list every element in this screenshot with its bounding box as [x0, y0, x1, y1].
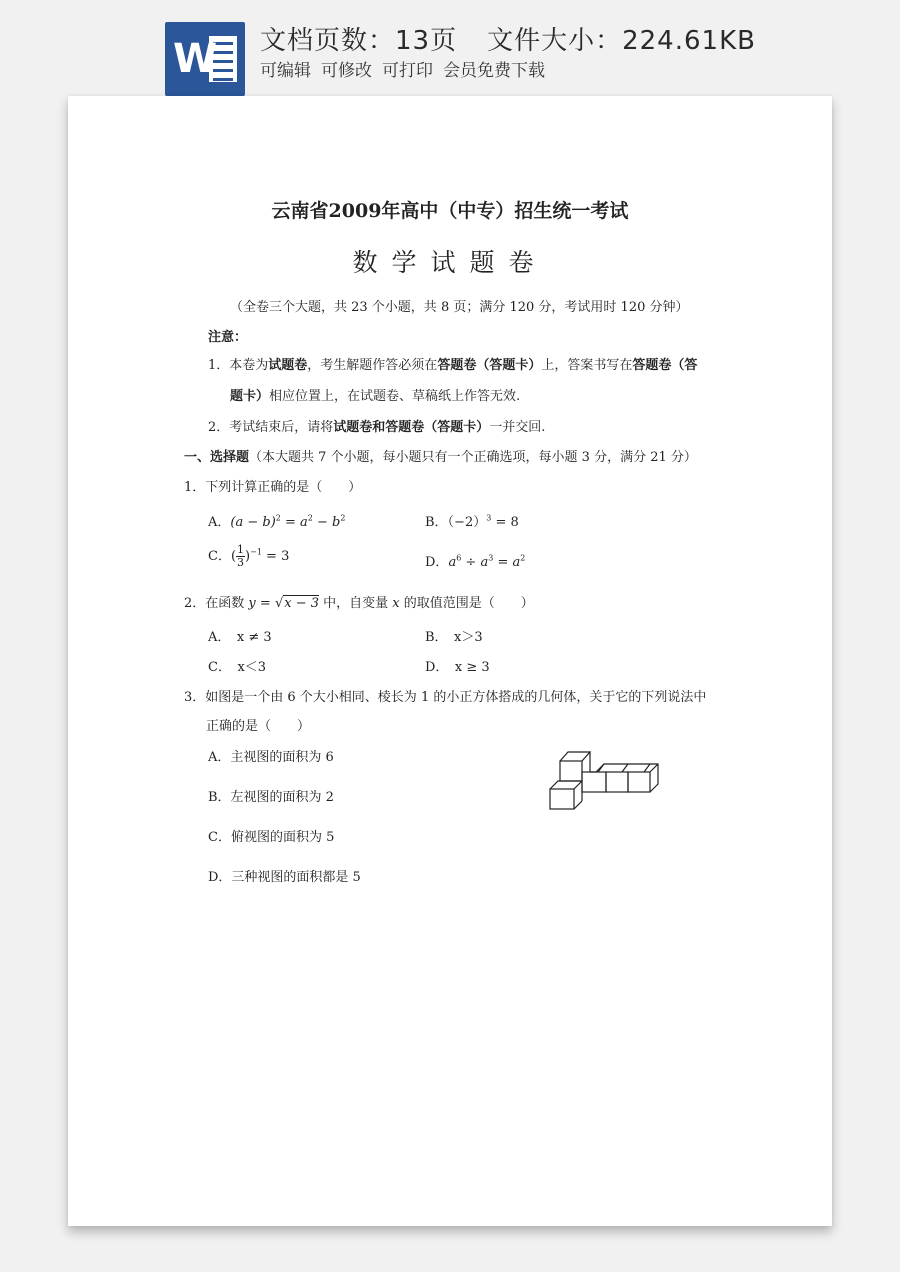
page-count: 文档页数：13页: [260, 26, 458, 56]
file-info: [260, 20, 756, 57]
q2-option-a: A． x ≠ 3: [208, 630, 272, 645]
exponent: 2: [275, 513, 281, 523]
exponent: 2: [307, 513, 313, 523]
note-1-part: 上，答案书写在: [541, 358, 633, 373]
feature-list: [260, 56, 545, 81]
numerator: 1: [237, 543, 245, 556]
cube-face: [606, 772, 628, 792]
notice-label: 注意：: [208, 330, 248, 345]
q3-stem-line1: 3．如图是一个由 6 个大小相同、棱长为 1 的小正方体搭成的几何体，关于它的下列说法中: [184, 690, 707, 705]
note-2-part: 一并交回.: [489, 420, 546, 435]
note-1-bold: 试题卷: [268, 358, 308, 373]
cube-edge: [574, 801, 582, 809]
feature-printable: 可打印: [382, 61, 433, 81]
note-2: [208, 416, 545, 435]
download-banner: [0, 0, 900, 96]
exponent: −1: [250, 547, 262, 557]
cube-edge: [574, 781, 582, 789]
q1-option-c: C．( $\frac{1}{3}$ )$^{-1}$ = 3: [208, 543, 290, 569]
q3-option-c: C．俯视图的面积为 5: [208, 830, 335, 845]
cube-edge: [622, 764, 628, 772]
q2-stem-part: 的取值范围是（ ）: [399, 596, 534, 611]
note-2-part: 2．考试结束后，请将: [208, 420, 334, 435]
expr: = a: [280, 515, 308, 530]
option-letter: D．: [425, 555, 449, 570]
cube-face: [582, 772, 606, 792]
q2-eq: =: [255, 596, 275, 611]
note-1-part: ，考生解题作答必须在: [307, 358, 438, 373]
q2-stem-part: 2．在函数: [184, 596, 249, 611]
sqrt-expr: x − 3: [284, 596, 319, 611]
expr: B．（−2）: [425, 515, 487, 530]
q3-option-a: A．主视图的面积为 6: [208, 750, 334, 765]
note-1-bold: 答题卷（答: [632, 358, 698, 373]
var-x: x: [392, 596, 400, 611]
option-letter: A．: [208, 515, 231, 530]
q2-option-d: D． x ≥ 3: [425, 660, 490, 675]
note-2-bold: 试题卷和答题卷（答题卡）: [333, 420, 490, 435]
note-1-part: 相应位置上，在试题卷、草稿纸上作答无效.: [269, 389, 521, 404]
q3-option-b: B．左视图的面积为 2: [208, 790, 334, 805]
note-1-part: 1．本卷为: [208, 358, 269, 373]
var-y: y: [248, 596, 256, 611]
exponent: 6: [456, 553, 462, 563]
word-logo-letter: W: [173, 36, 218, 82]
section-1-heading: [184, 446, 697, 465]
exponent: 2: [520, 553, 526, 563]
word-document-icon: [165, 22, 245, 96]
exam-subtitle: 数学试题卷: [352, 248, 548, 277]
fraction: [236, 544, 245, 569]
expr: ÷ a: [461, 555, 489, 570]
note-1-bold: 答题卷（答题卡）: [437, 358, 542, 373]
q2-stem: 2．在函数 y = √x − 3 中，自变量 x 的取值范围是（ ）: [184, 596, 534, 611]
q2-option-c: C． x＜3: [208, 660, 267, 675]
expr: (a − b): [230, 515, 276, 530]
expr: − b: [312, 515, 341, 530]
expr: = 3: [261, 549, 290, 564]
cube-face: [560, 761, 582, 781]
exam-title: 云南省2009年高中（中专）招生统一考试: [271, 200, 629, 222]
note-1: [208, 354, 697, 373]
exam-meta: （全卷三个大题，共 23 个小题，共 8 页；满分 120 分，考试用时 120 分钟）: [230, 300, 689, 315]
document-page: [68, 96, 832, 1226]
exponent: 2: [340, 513, 346, 523]
expr: = a: [493, 555, 521, 570]
section-1-label: 一、选择题: [184, 450, 250, 465]
cube-top-edge: [560, 752, 590, 761]
cube-edge: [598, 764, 604, 772]
note-1-bold: 题卡）: [230, 389, 270, 404]
cube-edge: [644, 764, 650, 772]
q1-option-b: [425, 511, 519, 530]
q1-option-a: [208, 511, 345, 530]
expr: a: [448, 555, 457, 570]
section-1-desc: （本大题共 7 个小题，每小题只有一个正确选项，每小题 3 分，满分 21 分）: [249, 450, 697, 465]
feature-editable: 可编辑: [260, 61, 311, 81]
q1-stem: 1．下列计算正确的是（ ）: [184, 480, 362, 495]
option-letter: C．: [208, 549, 231, 564]
exponent: 3: [488, 553, 494, 563]
expr: = 8: [491, 515, 519, 530]
file-size: 文件大小：224.61KB: [487, 26, 756, 56]
cube-edge: [650, 764, 658, 772]
q2-option-b: B． x＞3: [425, 630, 483, 645]
note-1-continued: [230, 385, 520, 404]
feature-modifiable: 可修改: [321, 61, 372, 81]
cube-face: [550, 789, 574, 809]
denominator: 3: [237, 556, 245, 569]
exponent: 3: [486, 513, 492, 523]
q1-option-d: [425, 551, 525, 570]
q3-option-d: D．三种视图的面积都是 5: [208, 870, 361, 885]
q2-stem-part: 中，自变量: [319, 596, 393, 611]
cube-face: [628, 772, 650, 792]
cube-solid-figure: [548, 746, 668, 816]
feature-member-download: 会员免费下载: [443, 61, 545, 81]
q3-stem-line2: 正确的是（ ）: [206, 719, 311, 734]
